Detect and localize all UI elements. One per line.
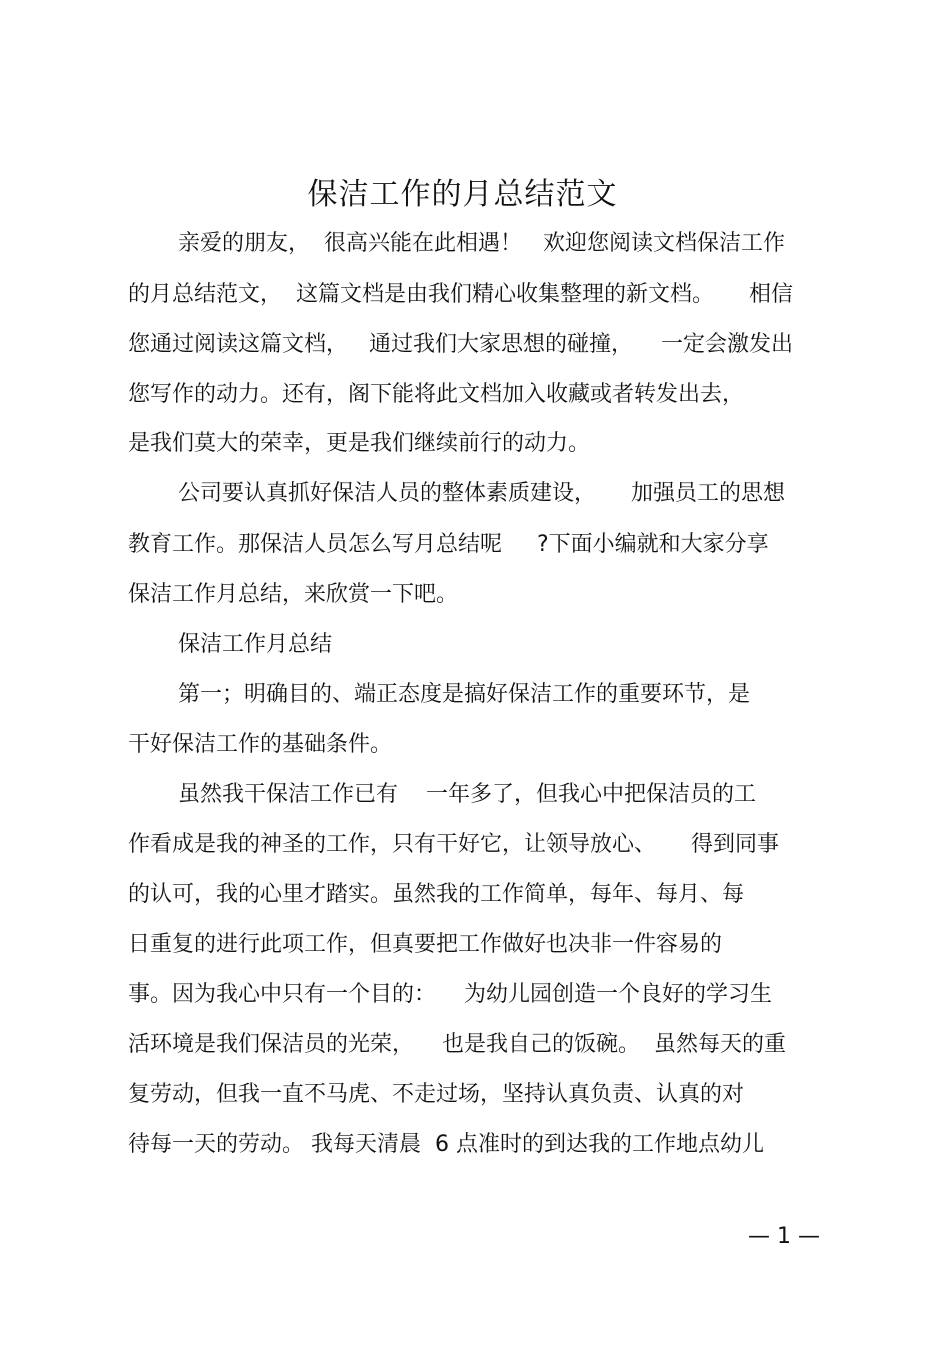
document-title: 保洁工作的月总结范文 — [307, 177, 618, 212]
text-line: 事。因为我心中只有一个目的： 为幼儿园创造一个良好的学习生 — [128, 982, 772, 1007]
text-line: 虽然我干保洁工作已有 一年多了，但我心中把保洁员的工 — [178, 782, 756, 807]
text-line: 复劳动，但我一直不马虎、不走过场，坚持认真负责、认真的对 — [128, 1082, 745, 1107]
text-line: 待每一天的劳动。 我每天清晨 6 点准时的到达我的工作地点幼儿 — [128, 1132, 764, 1157]
text-line: 第一；明确目的、端正态度是搞好保洁工作的重要环节，是 — [178, 682, 751, 707]
text-line: 您通过阅读这篇文档， 通过我们大家思想的碰撞， 一定会激发出 — [128, 332, 793, 357]
text-line: 的月总结范文， 这篇文档是由我们精心收集整理的新文档。 相信 — [128, 282, 793, 307]
text-line: 作看成是我的神圣的工作，只有干好它，让领导放心、 得到同事 — [128, 832, 779, 857]
text-line: 是我们莫大的荣幸，更是我们继续前行的动力。 — [128, 431, 591, 456]
text-line: 公司要认真抓好保洁人员的整体素质建设， 加强员工的思想 — [178, 481, 785, 506]
text-line: 的认可，我的心里才踏实。虽然我的工作简单，每年、每月、每 — [128, 882, 745, 907]
text-line: 亲爱的朋友， 很高兴能在此相遇！ 欢迎您阅读文档保洁工作 — [178, 231, 785, 256]
page-number: — 1 — — [748, 1224, 820, 1249]
text-line: 活环境是我们保洁员的光荣， 也是我自己的饭碗。 虽然每天的重 — [128, 1032, 786, 1057]
text-line: 教育工作。那保洁人员怎么写月总结呢 ?下面小编就和大家分享 — [128, 532, 769, 557]
text-line: 保洁工作月总结，来欣赏一下吧。 — [128, 582, 459, 607]
text-line: 日重复的进行此项工作，但真要把工作做好也决非一件容易的 — [128, 932, 723, 957]
section-heading: 保洁工作月总结 — [178, 632, 333, 657]
text-line: 干好保洁工作的基础条件。 — [128, 732, 393, 757]
text-line: 您写作的动力。还有，阁下能将此文档加入收藏或者转发出去， — [128, 382, 745, 407]
